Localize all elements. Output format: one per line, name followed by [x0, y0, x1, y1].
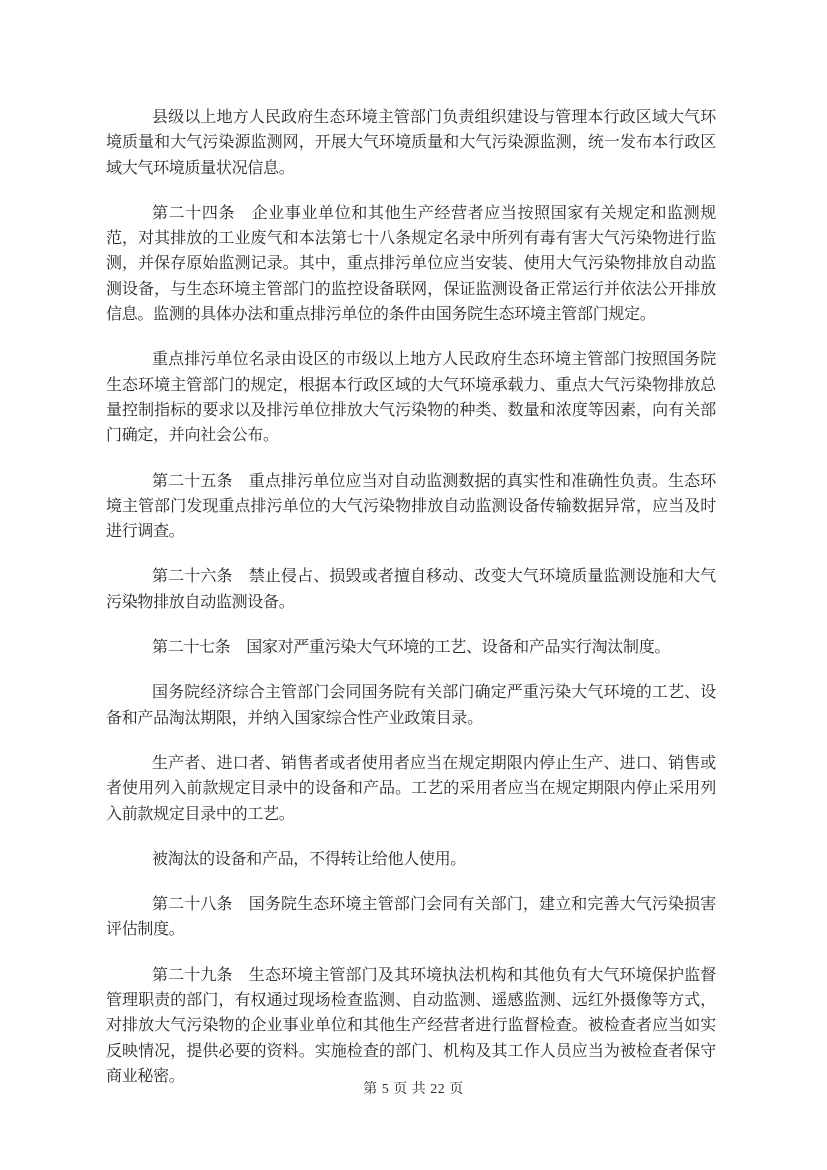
- paragraph: 生产者、进口者、销售者或者使用者应当在规定期限内停止生产、进口、销售或者使用列入前款规定目录中的设备和产品。工艺的采用者应当在规定期限内停止采用列入前款规定目录中的工艺。: [106, 754, 716, 823]
- paragraph: 县级以上地方人民政府生态环境主管部门负责组织建设与管理本行政区域大气环境质量和大气污染源监测网，开展大气环境质量和大气污染源监测，统一发布本行政区域大气环境质量状况信息。: [106, 109, 716, 177]
- paragraph-article-26: 第二十六条 禁止侵占、损毁或者擅自移动、改变大气环境质量监测设施和大气污染物排放自动监测设备。: [106, 568, 716, 611]
- paragraph: 国务院经济综合主管部门会同国务院有关部门确定严重污染大气环境的工艺、设备和产品淘汰期限，并纳入国家综合性产业政策目录。: [106, 684, 716, 727]
- page-footer: [0, 1080, 827, 1100]
- paragraph-article-24: 第二十四条 企业事业单位和其他生产经营者应当按照国家有关规定和监测规范，对其排放的工业废气和本法第七十八条规定名录中所列有毒有害大气污染物进行监测，并保存原始监测记录。其中，重点排污单位应当安装、使用大气污染物排放自动监测设备，与生态环境主管部门的监控设备联网，保证监测设备正常运行并依法公开排放信息。监测的具体办法和重点排污单位的条件由国务院生态环境主管部门规定。: [106, 204, 716, 324]
- paragraph-article-29: 第二十九条 生态环境主管部门及其环境执法机构和其他负有大气环境保护监督管理职责的部门，有权通过现场检查监测、自动监测、遥感监测、远红外摄像等方式，对排放大气污染物的企业事业单位和其他生产经营者进行监督检查。被检查者应当如实反映情况，提供必要的资料。实施检查的部门、机构及其工作人员应当为被检查者保守商业秘密。: [106, 966, 716, 1085]
- paragraph-article-28: 第二十八条 国务院生态环境主管部门会同有关部门，建立和完善大气污染损害评估制度。: [106, 896, 716, 939]
- paragraph-article-27: 第二十七条 国家对严重污染大气环境的工艺、设备和产品实行淘汰制度。: [152, 639, 671, 657]
- paragraph: 重点排污单位名录由设区的市级以上地方人民政府生态环境主管部门按照国务院生态环境主管部门的规定，根据本行政区域的大气环境承载力、重点大气污染物排放总量控制指标的要求以及排污单位排放大气污染物的种类、数量和浓度等因素，向有关部门确定，并向社会公布。: [106, 351, 716, 445]
- page-number-label: 第 5 页 共 22 页: [363, 1082, 464, 1097]
- paragraph: 被淘汰的设备和产品，不得转让给他人使用。: [152, 850, 467, 868]
- document-body: [106, 105, 716, 1109]
- paragraph-article-25: 第二十五条 重点排污单位应当对自动监测数据的真实性和准确性负责。生态环境主管部门发现重点排污单位的大气污染物排放自动监测设备传输数据异常，应当及时进行调查。: [106, 472, 716, 541]
